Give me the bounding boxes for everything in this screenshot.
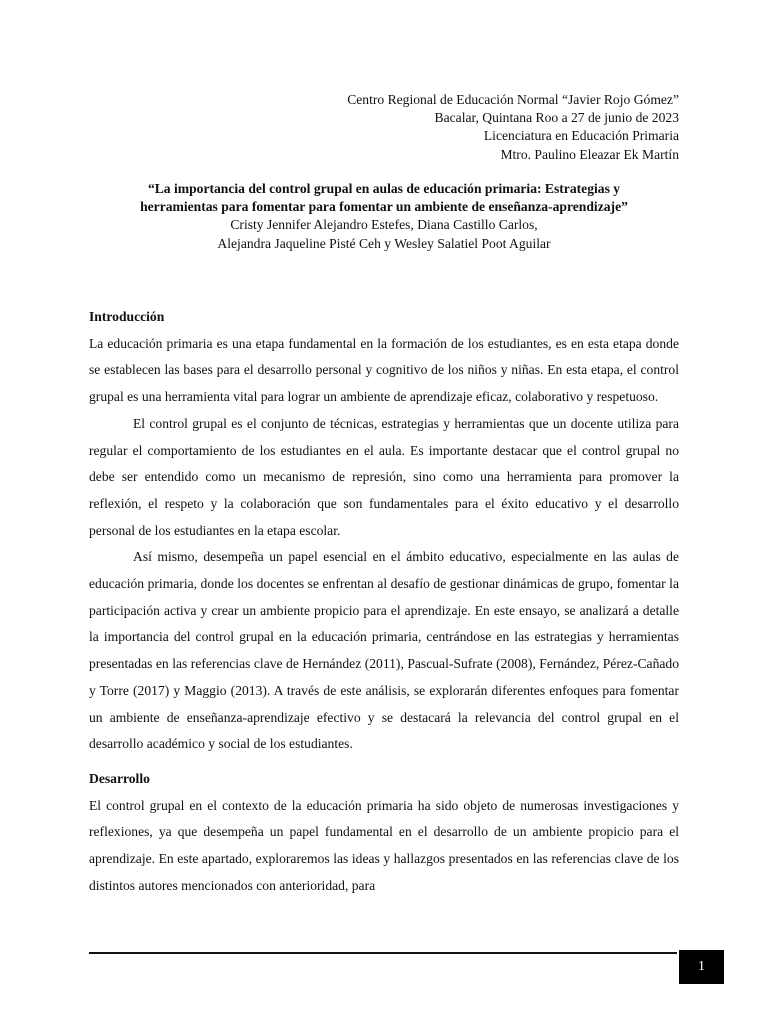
paragraph: El control grupal en el contexto de la educación primaria ha sido objeto de numerosas investigaciones y reflexiones, ya que desempeña un papel fundamental en el desarrollo de un ambiente propicio para el aprendizaje. En este apartado, exploraremos las ideas y hallazgos presentados en las referencias clave de los distintos autores mencionados con anterioridad, para [89, 797, 679, 893]
paragraph: Así mismo, desempeña un papel esencial en el ámbito educativo, especialmente en las aulas de educación primaria, donde los docentes se enfrentan al desafío de gestionar dinámicas de grupo, fomentar la participación activa y crear un ambiente propicio para el aprendizaje. En este ensayo, se analizará a detalle la importancia del control grupal en la educación primaria, centrándose en las estrategias y herramientas presentadas en las referencias clave de Hernández (2011), Pascual-Sufrate (2008), Fernández, Pérez-Cañado y Torre (2017) y Maggio (2013). A través de este análisis, se explorarán diferentes enfoques para fomentar un ambiente de enseñanza-aprendizaje efectivo y se destacará la relevancia del control grupal en el desarrollo académico y social de los estudiantes. [89, 549, 679, 752]
title-block [60, 180, 708, 253]
document-body [89, 304, 679, 899]
authors-line-1: Cristy Jennifer Alejandro Estefes, Diana Castillo Carlos, [230, 217, 538, 233]
paragraph: La educación primaria es una etapa fundamental en la formación de los estudiantes, es en esta etapa donde se establecen las bases para el desarrollo personal y cognitivo de los niños y niñas. En esta etapa, el control grupal es una herramienta vital para lograr un ambiente de aprendizaje eficaz, colaborativo y respetuoso. [89, 335, 679, 405]
section-heading-desarrollo: Desarrollo [89, 770, 150, 786]
authors-line-2: Alejandra Jaqueline Pisté Ceh y Wesley Salatiel Poot Aguilar [217, 235, 551, 251]
teacher-name: Mtro. Paulino Eleazar Ek Martín [500, 146, 679, 162]
title-line-2: herramientas para fomentar para fomentar un ambiente de enseñanza-aprendizaje” [140, 199, 628, 215]
program-name: Licenciatura en Educación Primaria [483, 128, 679, 144]
paragraph: El control grupal es el conjunto de técnicas, estrategias y herramientas que un docente utiliza para regular el comportamiento de los estudiantes en el aula. Es importante destacar que el control grupal no debe ser entendido como un mecanismo de represión, sino como una herramienta para promover la reflexión, el respeto y la colaboración que son fundamentales para el éxito educativo y el desarrollo personal de los estudiantes en la etapa escolar. [89, 415, 679, 538]
footer-divider [89, 952, 677, 954]
place-date: Bacalar, Quintana Roo a 27 de junio de 2023 [434, 110, 679, 126]
page-number: 1 [698, 959, 705, 974]
document-header [347, 91, 679, 164]
section-heading-introduccion: Introducción [89, 309, 165, 324]
page-number-badge [679, 950, 724, 984]
institution-name: Centro Regional de Educación Normal “Javier Rojo Gómez” [347, 92, 679, 107]
title-line-1: “La importancia del control grupal en aulas de educación primaria: Estrategias y [147, 181, 621, 196]
